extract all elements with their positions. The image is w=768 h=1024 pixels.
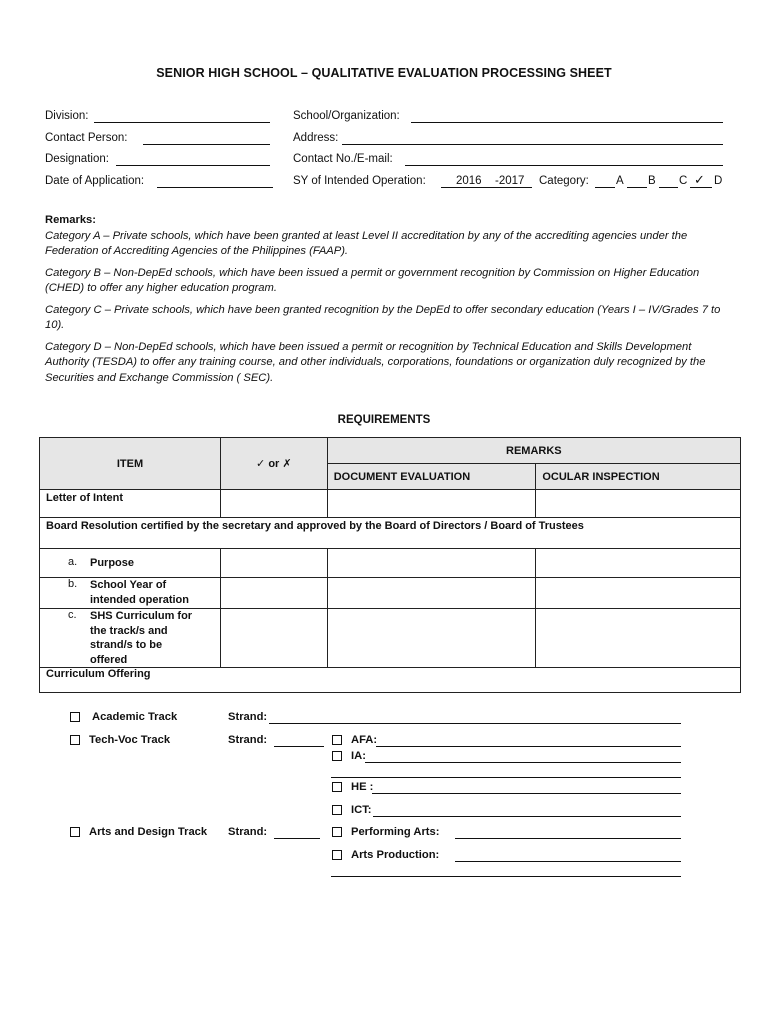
category-d-checkmark-icon: ✓: [694, 172, 705, 187]
ict-label: ICT:: [351, 804, 372, 816]
page-title: SENIOR HIGH SCHOOL – QUALITATIVE EVALUATION PROCESSING SHEET: [156, 66, 612, 80]
ict-field[interactable]: [373, 816, 681, 817]
tech-voc-strand-field[interactable]: [274, 746, 324, 747]
ia-extra-line[interactable]: [331, 777, 681, 778]
purpose-label: Purpose: [90, 556, 135, 569]
ocular-cell[interactable]: [536, 549, 741, 578]
purpose-marker: a.: [68, 555, 78, 568]
sy-end-value: -2017: [495, 175, 525, 187]
address-field[interactable]: [342, 144, 723, 145]
he-label: HE :: [351, 781, 374, 793]
requirements-title: REQUIREMENTS: [337, 414, 431, 426]
arts-design-track-checkbox[interactable]: [70, 827, 80, 837]
table-row: [40, 578, 741, 609]
category-a-desc: Category A – Private schools, which have been granted at least Level II accreditation by any of the accrediting agencies under the Federation of Accrediting Agencies of the Philippines (FAAP).: [45, 229, 688, 257]
academic-track-label: Academic Track: [92, 711, 178, 723]
category-d-desc: Category D – Non-DepEd schools, which have been issued a permit or recognition by Technical Education and Skills Development Authority (TESDA) to offer any training course, and other individuals, corporations, foundations or organization duly recognized by the Securities and Exchange Commission ( SEC).: [45, 340, 706, 384]
check-cell[interactable]: [220, 609, 327, 668]
check-cell[interactable]: [220, 578, 327, 609]
tech-voc-track-checkbox[interactable]: [70, 735, 80, 745]
table-row: [40, 490, 741, 518]
category-c-label: C: [679, 175, 688, 187]
academic-strand-field[interactable]: [269, 723, 681, 724]
arts-production-option[interactable]: [332, 849, 439, 861]
sy-label: SY of Intended Operation:: [293, 175, 426, 187]
performing-arts-label: Performing Arts:: [351, 826, 440, 838]
school-label: School/Organization:: [293, 110, 400, 122]
arts-production-label: Arts Production:: [351, 849, 440, 861]
board-resolution-cell: Board Resolution certified by the secretary and approved by the Board of Directors / Board of Trustees: [40, 518, 741, 549]
afa-checkbox[interactable]: [332, 735, 342, 745]
arts-strand-field[interactable]: [274, 838, 320, 839]
curriculum-label: SHS Curriculum for the track/s and strand/s to be offered: [90, 610, 193, 666]
category-label: Category:: [539, 175, 589, 187]
requirements-table: [39, 437, 741, 693]
check-header: ✓ or ✗: [220, 438, 327, 490]
ia-option[interactable]: [332, 750, 366, 762]
check-cell[interactable]: [220, 490, 327, 518]
curriculum-cell: [40, 609, 221, 668]
tech-voc-strand-label: Strand:: [228, 734, 268, 746]
school-year-marker: b.: [68, 578, 78, 590]
arts-production-field[interactable]: [455, 861, 681, 862]
ocular-inspection-header: OCULAR INSPECTION: [536, 464, 741, 490]
table-row: [40, 518, 741, 549]
division-label: Division:: [45, 110, 89, 122]
ia-checkbox[interactable]: [332, 751, 342, 761]
contact-no-label: Contact No./E-mail:: [293, 153, 393, 165]
school-year-label: School Year of intended operation: [90, 579, 189, 606]
he-option[interactable]: [332, 781, 373, 793]
division-field[interactable]: [94, 122, 270, 123]
arts-strand-label: Strand:: [228, 826, 268, 838]
ict-option[interactable]: [332, 804, 372, 816]
academic-strand-label: Strand:: [228, 711, 268, 723]
category-d-label: D: [714, 175, 723, 187]
contact-no-field[interactable]: [405, 165, 723, 166]
performing-arts-option[interactable]: [332, 826, 439, 838]
afa-option[interactable]: [332, 734, 377, 746]
sy-start-value: 2016: [456, 175, 482, 187]
purpose-cell: [40, 549, 221, 578]
contact-person-field[interactable]: [143, 144, 270, 145]
ocular-cell[interactable]: [536, 609, 741, 668]
letter-of-intent-cell: Letter of Intent: [40, 490, 221, 518]
category-c-desc: Category C – Private schools, which have been granted recognition by the DepEd to offer secondary education (Years I – IV/Grades 7 to 10).: [45, 303, 721, 331]
arts-design-track-label: Arts and Design Track: [89, 826, 208, 838]
designation-label: Designation:: [45, 153, 109, 165]
ia-label: IA:: [351, 750, 366, 762]
arts-extra-line[interactable]: [331, 876, 681, 877]
document-evaluation-header: DOCUMENT EVALUATION: [327, 464, 536, 490]
he-checkbox[interactable]: [332, 782, 342, 792]
school-year-cell: [40, 578, 221, 609]
doc-eval-cell[interactable]: [327, 490, 536, 518]
category-b-desc: Category B – Non-DepEd schools, which have been issued a permit or government recognition by Commission on Higher Education (CHED) to offer any higher education program.: [45, 266, 700, 294]
check-cell[interactable]: [220, 549, 327, 578]
category-a-blank[interactable]: [595, 187, 615, 188]
ocular-cell[interactable]: [536, 490, 741, 518]
ia-field[interactable]: [365, 762, 681, 763]
ict-checkbox[interactable]: [332, 805, 342, 815]
academic-track-option[interactable]: [70, 711, 177, 723]
category-c-blank[interactable]: [659, 187, 678, 188]
contact-person-label: Contact Person:: [45, 132, 128, 144]
doc-eval-cell[interactable]: [327, 578, 536, 609]
table-row: [40, 609, 741, 668]
category-b-label: B: [648, 175, 656, 187]
remarks-section: [45, 213, 725, 392]
tech-voc-track-option[interactable]: [70, 734, 170, 746]
date-application-field[interactable]: [157, 187, 273, 188]
arts-production-checkbox[interactable]: [332, 850, 342, 860]
performing-arts-checkbox[interactable]: [332, 827, 342, 837]
afa-field[interactable]: [376, 746, 681, 747]
doc-eval-cell[interactable]: [327, 549, 536, 578]
curriculum-offering-cell: Curriculum Offering: [40, 668, 741, 693]
school-field[interactable]: [411, 122, 723, 123]
he-field[interactable]: [372, 793, 681, 794]
table-row: [40, 549, 741, 578]
category-b-blank[interactable]: [627, 187, 647, 188]
table-row: [40, 668, 741, 693]
afa-label: AFA:: [351, 734, 378, 746]
academic-track-checkbox[interactable]: [70, 712, 80, 722]
performing-arts-field[interactable]: [455, 838, 681, 839]
remarks-heading: Remarks:: [45, 214, 96, 226]
tech-voc-track-label: Tech-Voc Track: [89, 734, 171, 746]
designation-field[interactable]: [116, 165, 270, 166]
arts-design-track-option[interactable]: [70, 826, 207, 838]
date-application-label: Date of Application:: [45, 175, 145, 187]
category-a-label: A: [616, 175, 624, 187]
address-label: Address:: [293, 132, 339, 144]
sy-field[interactable]: [441, 187, 532, 188]
doc-eval-cell[interactable]: [327, 609, 536, 668]
item-header: ITEM: [40, 438, 221, 490]
curriculum-marker: c.: [68, 609, 77, 621]
ocular-cell[interactable]: [536, 578, 741, 609]
remarks-header: REMARKS: [327, 438, 740, 464]
